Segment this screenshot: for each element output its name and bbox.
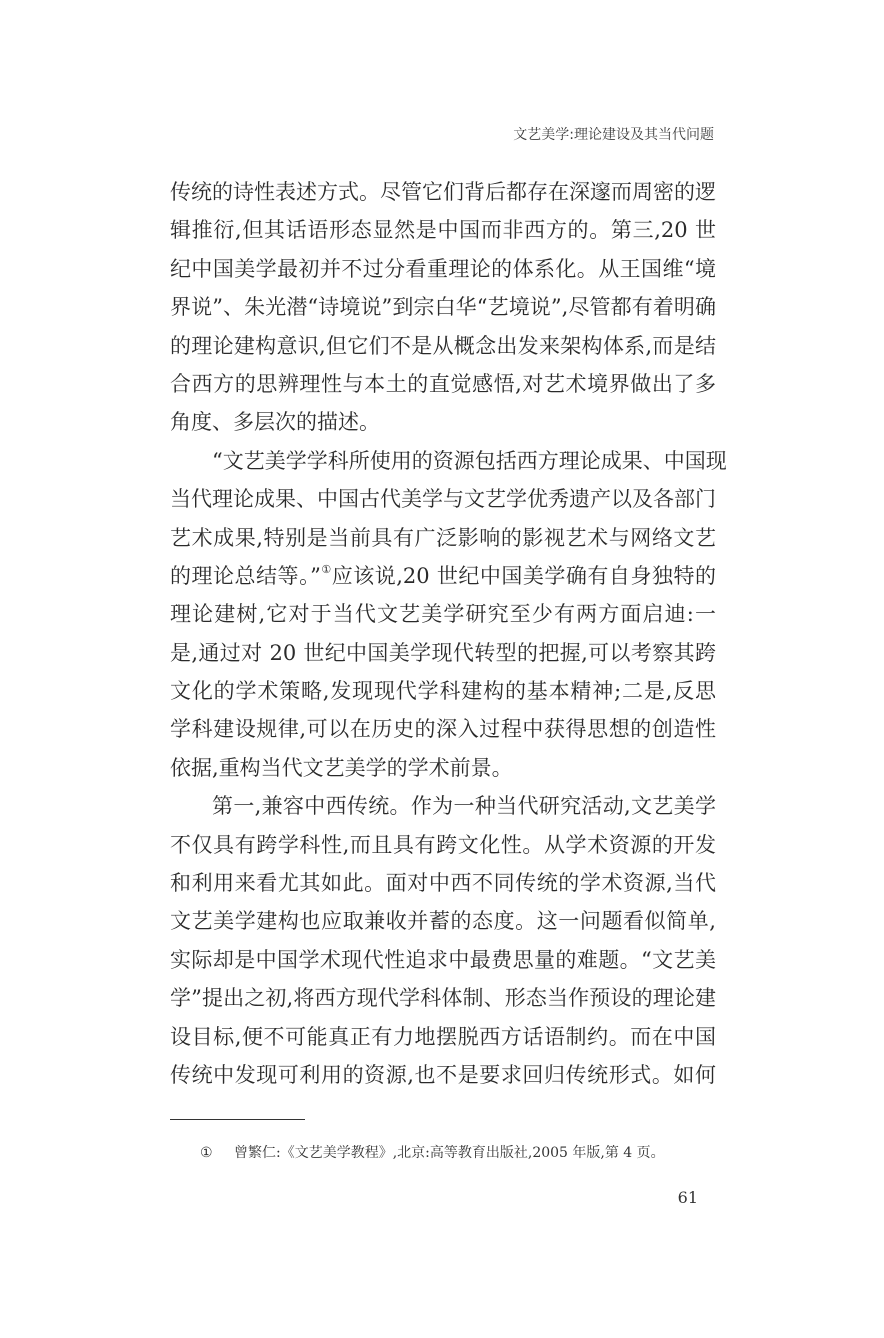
text-line [170, 557, 716, 595]
text-line: 辑推衍,但其话语形态显然是中国而非西方的。第三,20 世 [170, 218, 716, 243]
running-header: 文艺美学:理论建设及其当代问题 [513, 127, 714, 143]
text-line: 文化的学术策略,发现现代学科建构的基本精神;二是,反思 [170, 679, 716, 704]
page-number: 61 [677, 1188, 698, 1207]
text-line: 和利用来看尤其如此。面对中西不同传统的学术资源,当代 [170, 871, 716, 896]
text-line: 第一,兼容中西传统。作为一种当代研究活动,文艺美学 [212, 794, 716, 819]
text-line: 纪中国美学最初并不过分看重理论的体系化。从王国维“境 [170, 256, 716, 281]
quote-end-text: 的理论总结等。” [170, 563, 321, 588]
text-line: 学科建设规律,可以在历史的深入过程中获得思想的创造性 [170, 717, 716, 742]
text-line: 是,通过对 20 世纪中国美学现代转型的把握,可以考察其跨 [170, 640, 716, 665]
text-line: 文艺美学建构也应取兼收并蓄的态度。这一问题看似简单, [170, 909, 716, 934]
footnote-reference[interactable]: ① [320, 562, 332, 576]
text-line: 设目标,便不可能真正有力地摆脱西方话语制约。而在中国 [170, 1024, 716, 1049]
text-line: 艺术成果,特别是当前具有广泛影响的影视艺术与网络文艺 [170, 525, 716, 550]
text-line: 学”提出之初,将西方现代学科体制、形态当作预设的理论建 [170, 986, 716, 1011]
text-line: 传统的诗性表述方式。尽管它们背后都存在深邃而周密的逻 [170, 180, 716, 204]
footnote-text: 曾繁仁:《文艺美学教程》,北京:高等教育出版社,2005 年版,第 4 页。 [234, 1145, 665, 1161]
text-line: 当代理论成果、中国古代美学与文艺学优秀遗产以及各部门 [170, 487, 716, 512]
text-line: 不仅具有跨学科性,而且具有跨文化性。从学术资源的开发 [170, 832, 716, 857]
text-line: “文艺美学学科所使用的资源包括西方理论成果、中国现 [212, 448, 727, 473]
text-line: 界说”、朱光潜“诗境说”到宗白华“艺境说”,尽管都有着明确 [170, 295, 716, 320]
text-line: 的理论建构意识,但它们不是从概念出发来架构体系,而是结 [170, 333, 716, 358]
text-line: 依据,重构当代文艺美学的学术前景。 [170, 755, 513, 780]
footnote-divider [170, 1119, 305, 1120]
body-text [170, 173, 727, 1094]
text-line: 合西方的思辨理性与本土的直觉感悟,对艺术境界做出了多 [170, 371, 716, 396]
footnote [200, 1142, 665, 1162]
text-line: 理论建树,它对于当代文艺美学研究至少有两方面启迪:一 [170, 602, 716, 627]
text-segment: 应该说,20 世纪中国美学确有自身独特的 [331, 563, 716, 588]
text-line: 传统中发现可利用的资源,也不是要求回归传统形式。如何 [170, 1062, 716, 1087]
text-line: 角度、多层次的描述。 [170, 410, 380, 435]
text-line: 实际却是中国学术现代性追求中最费思量的难题。“文艺美 [170, 947, 716, 972]
footnote-marker: ① [200, 1145, 213, 1161]
